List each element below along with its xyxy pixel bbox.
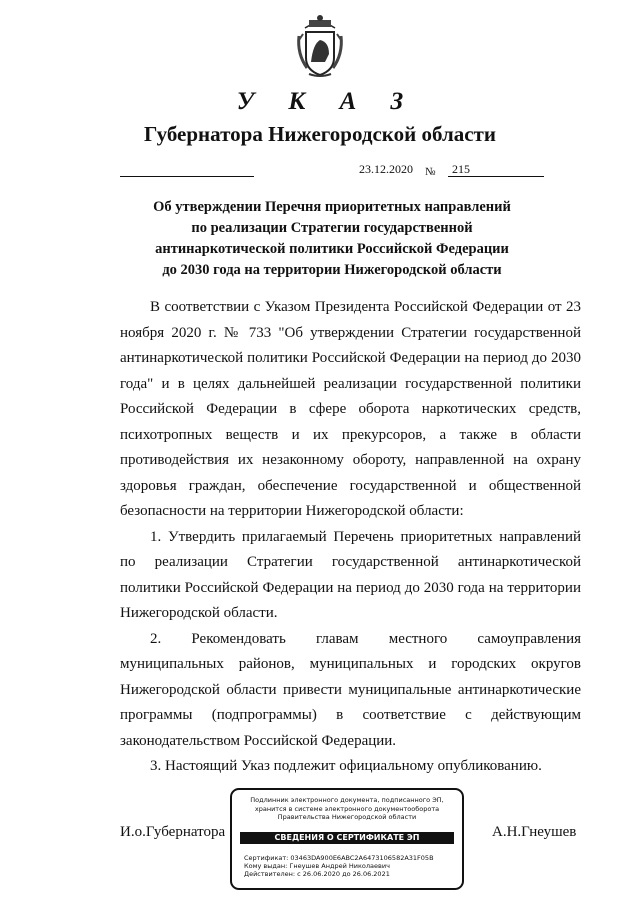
e-signature-stamp bbox=[230, 788, 464, 890]
stamp-note: Подлинник электронного документа, подписанного ЭП, хранится в системе электронного документооборота Правительства Нижегородской области bbox=[250, 796, 444, 821]
stamp-validity: Действителен: с 26.06.2020 до 26.06.2021 bbox=[244, 870, 390, 878]
document-type: У К А З bbox=[236, 88, 418, 115]
item-3-paragraph: 3. Настоящий Указ подлежит официальному опубликованию. bbox=[150, 758, 542, 774]
preamble-paragraph: В соответствии с Указом Президента Российской Федерации от 23 ноября 2020 г. № 733 "Об утверждении Стратегии государственной антинаркотической политики Российской Федерации на период до 2030 года" и в целях дальнейшей реализации государственной политики Российской Федерации в сфере оборота наркотических средств, психотропных веществ и их прекурсоров, а также в области противодействия их незаконному обороту, направленной на охрану здоровья граждан, обеспечение государственной и общественной безопасности на территории Нижегородской области: bbox=[120, 299, 581, 519]
title-line: по реализации Стратегии государственной bbox=[191, 220, 473, 236]
coat-of-arms-icon bbox=[295, 14, 345, 78]
item-1-paragraph: 1. Утвердить прилагаемый Перечень приоритетных направлений по реализации Стратегии государственной антинаркотической политики Российской Федерации на период до 2030 года на территории Нижегородской области. bbox=[120, 528, 581, 621]
stamp-details bbox=[244, 854, 456, 878]
title-line: антинаркотической политики Российской Федерации bbox=[155, 241, 509, 257]
title-line: до 2030 года на территории Нижегородской области bbox=[162, 262, 502, 278]
number-label: № bbox=[425, 166, 436, 178]
signer-name: А.Н.Гнеушев bbox=[492, 824, 577, 840]
stamp-heading: СВЕДЕНИЯ О СЕРТИФИКАТЕ ЭП bbox=[240, 832, 454, 844]
document-body bbox=[120, 295, 581, 780]
stamp-issued-to: Кому выдан: Гнеушев Андрей Николаевич bbox=[244, 862, 390, 870]
title-line: Об утверждении Перечня приоритетных направлений bbox=[153, 199, 511, 215]
issuer-title: Губернатора Нижегородской области bbox=[144, 122, 496, 146]
document-date: 23.12.2020 bbox=[359, 162, 413, 176]
document-number: 215 bbox=[452, 162, 470, 176]
item-2-paragraph: 2. Рекомендовать главам местного самоуправления муниципальных районов, муниципальных и городских округов Нижегородской области привести муниципальные антинаркотические программы (подпрограммы) в соответствие с действующим законодательством Российской Федерации. bbox=[120, 630, 581, 749]
signer-position: И.о.Губернатора bbox=[120, 824, 226, 840]
number-underline bbox=[448, 176, 544, 177]
stamp-certificate: Сертификат: 03463DA900E6ABC2A6473106582A31F05B bbox=[244, 854, 434, 862]
document-title bbox=[120, 197, 544, 281]
blank-line-left bbox=[120, 176, 254, 177]
